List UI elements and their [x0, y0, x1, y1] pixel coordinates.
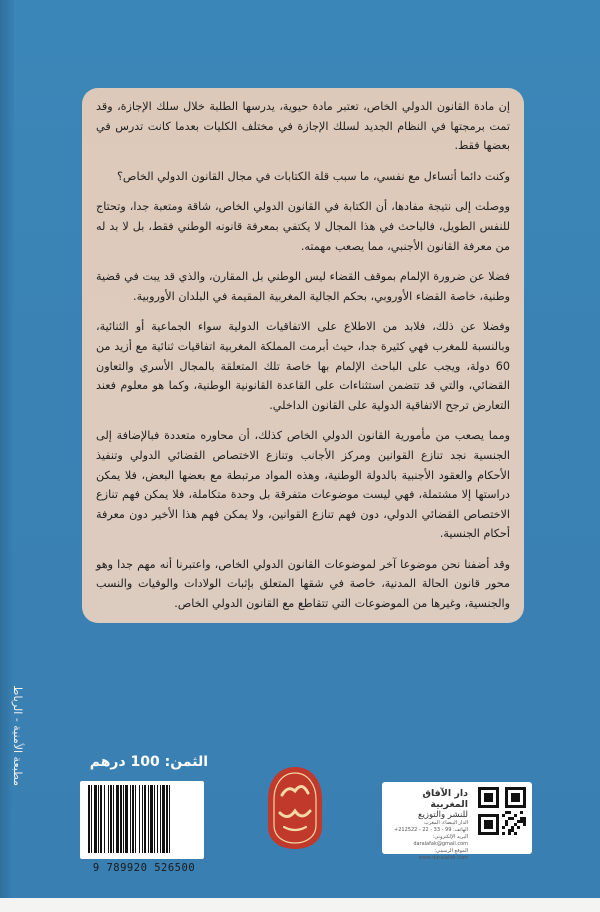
- price-label: الثمن: 100 درهم: [89, 754, 208, 770]
- blurb-paragraph: وكنت دائما أتساءل مع نفسي، ما سبب قلة الكتابات في مجال القانون الدولي الخاص؟: [116, 169, 510, 183]
- publisher-subtitle: للنشر والتوزيع: [418, 810, 468, 820]
- blurb-paragraph: وقد أضفنا نحن موضوعا آخر لموضوعات القانون الدولي الخاص، واعتبرنا أنه مهم جدا وهو محور قانون الحالة المدنية، خاصة في شقها المتعلق بإثبات الولادات والوفيات والنسب والجنسية، وغيرها من الموضوعات التي تتقاطع مع القانون الدولي الخاص.: [96, 557, 510, 611]
- qr-code-icon[interactable]: [478, 787, 526, 835]
- barcode: [80, 781, 204, 859]
- publisher-logo: [264, 765, 326, 851]
- blurb-text: [96, 97, 510, 625]
- publisher-line: الهاتف: 99 - 33 - 22 - 212522+: [394, 827, 468, 833]
- publisher-line: الدار البيضاء، المغرب: [424, 820, 468, 826]
- blurb-paragraph: إن مادة القانون الدولي الخاص، تعتبر مادة حيوية، يدرسها الطلبة خلال سلك الإجازة، وقد تمت برمجتها في النظام الجديد لسلك الإجازة في مختلف الكليات بعدما كانت تدرس في بعضها فقط.: [96, 100, 510, 153]
- barcode-icon: [86, 785, 198, 855]
- isbn-number: 9 789920 526500: [92, 862, 196, 874]
- publisher-info: [386, 788, 468, 862]
- blurb-paragraph: وفضلا عن ذلك، فلابد من الاطلاع على الاتفاقيات الدولية سواء الجماعية أو الثنائية، وبالنسبة للمغرب فهي كثيرة جدا، حيث أبرمت المملكة المغربية اتفاقيات ثنائية مع أزيد من 60 دولة، ويجب على الباحث الإلمام بها خاصة تلك المتعلقة بالمجال الأسري والتعاون القضائي، والتي قد تتضمن استثناءات على القاعدة القانونية الوطنية، وكما هو معلوم فعند التعارض ترجح الاتفاقية الدولية على القانون الداخلي.: [96, 320, 510, 412]
- printer-credit: مطبعة الأمنية - الرباط: [11, 685, 24, 786]
- blurb-paragraph: ووصلت إلى نتيجة مفادها، أن الكتابة في القانون الدولي الخاص، شاقة ومتعبة جدا، وتحتاج للنفس الطويل، فالباحث في هذا المجال لا يكتفي بمعرفة قانونه الوطني فقط، بل لا بد له من معرفة القانون الأجنبي، مما يصعب مهمته.: [96, 200, 510, 253]
- publisher-line: الموقع الرسمي: www.daralafak.com: [418, 848, 468, 861]
- publisher-line: البريد الإلكتروني: daralafak@gmail.com: [413, 834, 468, 847]
- blurb-paragraph: ومما يصعب من مأمورية القانون الدولي الخاص كذلك، أن محاوره متعددة فبالإضافة إلى الجنسية نجد تنازع القوانين ومركز الأجانب وتنازع الاختصاص القضائي الدولي وتنفيذ الأحكام والعقود الأجنبية بالدولة الوطنية، وهذه المواد مرتبطة مع بعضها البعض، فلا يمكن دراستها إلا مشتملة، فهي ليست موضوعات متفرقة بل وحدة متكاملة، فلا يمكن فهم تنازع الاختصاص القضائي الدولي، دون فهم تنازع القوانين، ولا يمكن فهم هذا الأخير دون معرفة أحكام الجنسية.: [96, 429, 510, 541]
- publisher-name: دار الآفاق المغربية: [422, 788, 468, 810]
- blurb-paragraph: فضلا عن ضرورة الإلمام بموقف القضاء ليس الوطني بل المقارن، والذي قد يبت في قضية وطنية، خاصة القضاء الأوروبي، بحكم الجالية المغربية المقيمة في البلدان الأوروبية.: [96, 270, 510, 303]
- logo-icon: [264, 765, 326, 851]
